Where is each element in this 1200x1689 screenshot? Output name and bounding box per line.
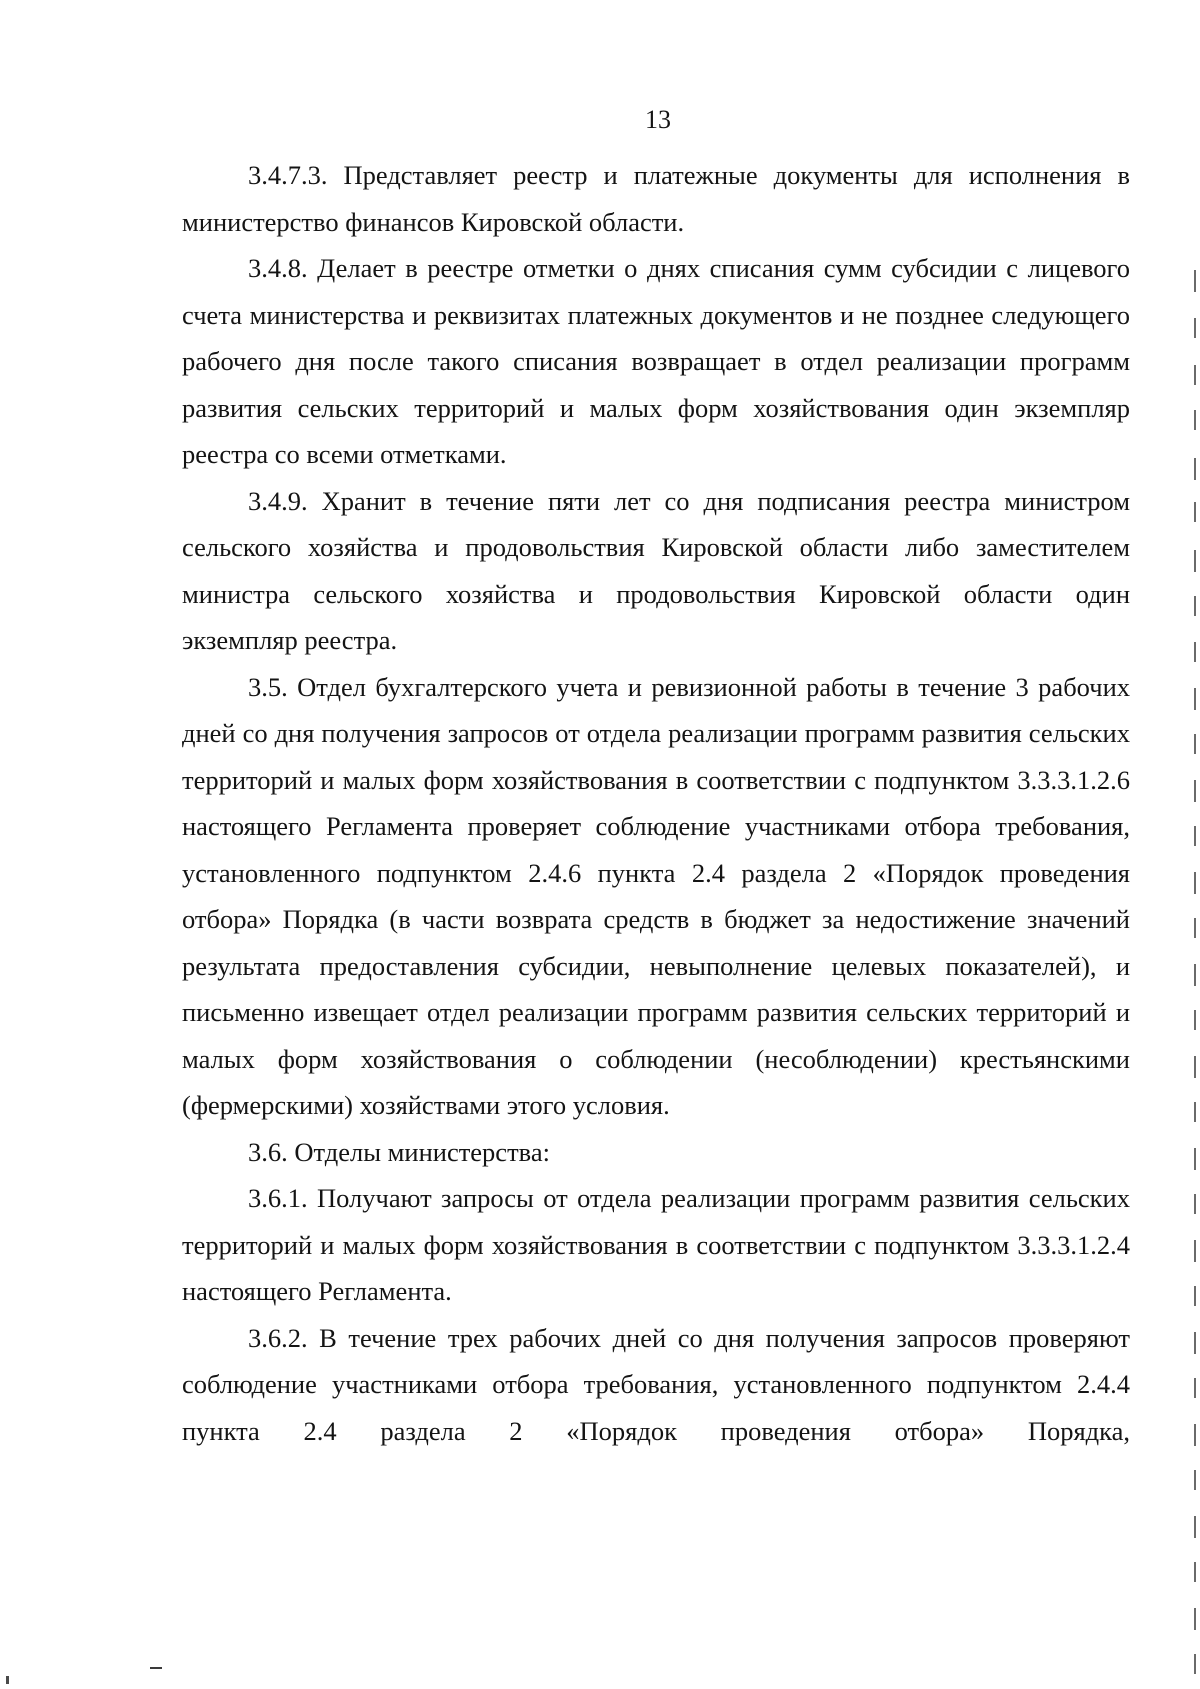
margin-tick (1194, 780, 1196, 802)
margin-tick (1194, 410, 1196, 430)
margin-tick (1194, 1562, 1196, 1582)
margin-tick (1194, 688, 1196, 710)
margin-tick (1194, 1010, 1196, 1030)
margin-tick (1194, 1102, 1196, 1122)
margin-tick (1194, 502, 1196, 522)
margin-tick (1194, 270, 1196, 292)
paragraph-3-4-8: 3.4.8. Делает в реестре отметки о днях списания сумм субсидии с лицевого счета министерства и реквизитах платежных документов и не позднее следующего рабочего дня после такого списания возвращает в отдел реализации программ развития сельских территорий и малых форм хозяйствования один экземпляр реестра со всеми отметками. (182, 253, 1130, 469)
paragraph-3-4-9: 3.4.9. Хранит в течение пяти лет со дня подписания реестра министром сельского хозяйства и продовольствия Кировской области либо заместителем министра сельского хозяйства и продовольствия Кировской области один экземпляр реестра. (182, 485, 1130, 655)
paragraph-3-5: 3.5. Отдел бухгалтерского учета и ревизионной работы в течение 3 рабочих дней со дня получения запросов от отдела реализации программ развития сельских территорий и малых форм хозяйствования в соответствии с подпунктом 3.3.3.1.2.6 настоящего Регламента проверяет соблюдение участниками отбора требования, установленного подпунктом 2.4.6 пункта 2.4 раздела 2 «Порядок проведения отбора» Порядка (в части возврата средств в бюджет за недостижение значений результата предоставления субсидии, невыполнение целевых показателей), и письменно извещает отдел реализации программ развития сельских территорий и малых форм хозяйствования о соблюдении (несоблюдении) крестьянскими (фермерскими) хозяйствами этого условия. (182, 671, 1130, 1120)
margin-tick (1194, 1608, 1196, 1630)
margin-tick (1194, 1056, 1196, 1078)
margin-tick (1194, 1332, 1196, 1354)
margin-tick (1194, 826, 1196, 846)
paragraph-3-6: 3.6. Отделы министерства: (248, 1136, 550, 1167)
margin-tick (1194, 1378, 1196, 1398)
margin-tick (1194, 318, 1196, 338)
margin-tick (1194, 918, 1196, 938)
margin-tick (1194, 1194, 1196, 1214)
margin-tick (1194, 458, 1196, 480)
margin-tick (1194, 964, 1196, 986)
paragraph-3-6-2: 3.6.2. В течение трех рабочих дней со дня получения запросов проверяют соблюдение участниками отбора требования, установленного подпунктом 2.4.4 пункта 2.4 раздела 2 «Порядок проведения отбора» Порядка, (182, 1322, 1130, 1446)
paragraph-3-4-7-3: 3.4.7.3. Представляет реестр и платежные документы для исполнения в министерство финансов Кировской области. (182, 160, 1130, 237)
margin-tick (1194, 1240, 1196, 1262)
scan-artifact-edge-mark (6, 1676, 9, 1684)
document-body (182, 152, 1130, 1454)
margin-tick (1194, 1654, 1196, 1674)
paragraph-3-6-1: 3.6.1. Получают запросы от отдела реализации программ развития сельских территорий и малых форм хозяйствования в соответствии с подпунктом 3.3.3.1.2.4 настоящего Регламента. (182, 1183, 1130, 1306)
scan-artifact-dash (150, 1667, 162, 1669)
margin-tick (1194, 1286, 1196, 1306)
margin-tick (1194, 365, 1196, 385)
margin-tick (1194, 872, 1196, 894)
margin-tick (1194, 734, 1196, 754)
margin-tick (1194, 1148, 1196, 1170)
margin-tick (1194, 1516, 1196, 1538)
page-number-text: 13 (645, 105, 671, 134)
margin-tick (1194, 596, 1196, 616)
page-number (58, 100, 1200, 140)
margin-tick (1194, 1470, 1196, 1490)
margin-tick (1194, 642, 1196, 662)
margin-tick (1194, 550, 1196, 572)
margin-tick (1194, 1424, 1196, 1446)
